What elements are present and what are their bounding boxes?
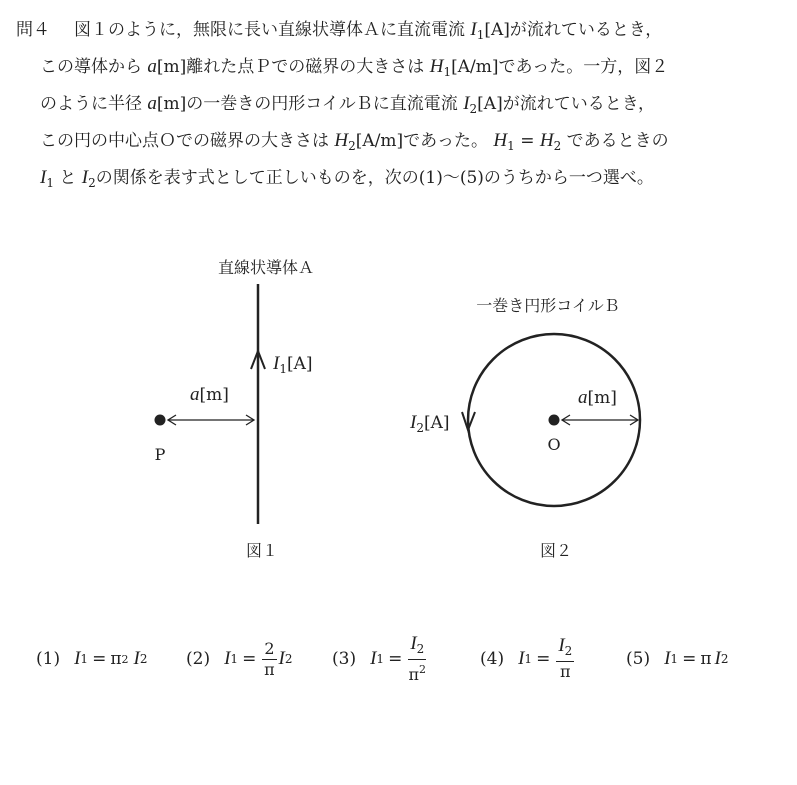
figure-1 [155,258,315,560]
point-p-label: P [154,445,166,464]
point-p [155,415,166,426]
option-5[interactable]: (5) I 1 = π I 2 [626,648,729,669]
figure-2-radius-label: a[m] [578,387,617,408]
fraction: $\frac{2}{\pi}$ [264,638,275,679]
figure-1-title: 直線状導体Ａ [217,258,315,277]
figure-2-caption: 図２ [539,541,573,560]
option-1[interactable]: (1) I 1 = π 2 I 2 [36,648,148,669]
figure-1-current-label: $I_1[A]$ [273,353,313,376]
question-line-2: この導体から a[m]離れた点Ｐでの磁界の大きさは $H_1[A/m]$であった。一方，図２ [40,56,669,79]
option-2[interactable]: (2) I 1 = $\frac{2}{\pi}$ I 2 [186,638,293,679]
question-line-1: 問４ 図１のように，無限に長い直線状導体Ａに直流電流 $I_1[A]$が流れているとき， [16,14,786,51]
center-o-label: O [547,435,561,454]
question-line-5: $I_1$ と $I_2$の関係を表す式として正しいものを，次の(1)～(5)のうちから一つ選べ。 [40,167,654,190]
figure-2 [409,296,640,560]
option-4[interactable]: (4) I 1 = $\frac{I_2}{\pi}$ [480,635,573,681]
figure-1-distance-label: a[m] [190,384,229,405]
option-3[interactable]: (3) I 1 = $\frac{I_2}{\pi^2}$ [332,632,427,684]
question-label: 問４ [16,20,50,40]
answer-options [36,632,776,686]
fraction: $\frac{I_2}{\pi}$ [558,635,573,681]
figure-2-title: 一巻き円形コイルＢ [476,296,620,315]
figure-2-current-label: $I_2[A]$ [410,412,450,435]
question-line-4: この円の中心点Ｏでの磁界の大きさは $H_2[A/m]$であった。 $H_1 = H_2$ であるときの [40,130,669,153]
figure-1-caption: 図１ [245,541,279,560]
fraction: $\frac{I_2}{\pi^2}$ [408,632,427,684]
center-o [549,415,560,426]
question-line-3: のように半径 a[m]の一巻きの円形コイルＢに直流電流 $I_2[A]$が流れているとき， [40,93,656,116]
